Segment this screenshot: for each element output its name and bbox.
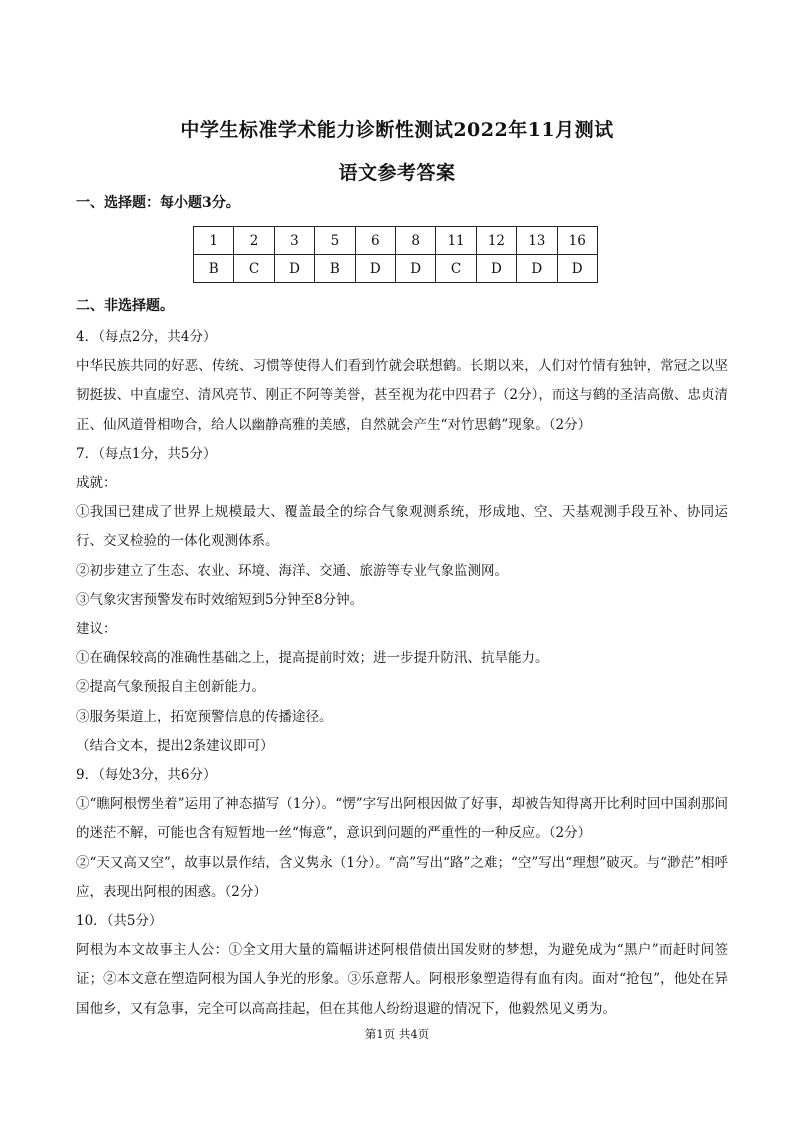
- q7-achievement-1: ①我国已建成了世界上规模最大、覆盖最全的综合气象观测系统，形成地、空、天基观测手段互补、协同运行、交叉检验的一体化观测体系。: [76, 504, 728, 550]
- answer-cell: C: [234, 255, 274, 283]
- answer-cell: D: [476, 255, 516, 283]
- q7-suggestion-3: ③服务渠道上，拓宽预警信息的传播途径。: [76, 708, 333, 725]
- answer-table: [193, 226, 598, 283]
- q7-achievement-2: ②初步建立了生态、农业、环境、海洋、交通、旅游等专业气象监测网。: [76, 562, 508, 579]
- q7-achievement-3: ③气象灾害预警发布时效缩短到5分钟至8分钟。: [76, 591, 364, 608]
- answer-cell: B: [315, 255, 355, 283]
- q7-header: 7．（每点1分，共5分）: [76, 445, 217, 462]
- q10-header: 10．（共5分）: [76, 913, 163, 930]
- question-number-cell: 1: [194, 227, 234, 255]
- q9-answer-1: ①“瞧阿根愣坐着”运用了神态描写（1分）。“愣”字写出阿根因做了好事，却被告知得离开比利时回中国刹那间的迷茫不解，可能也含有短暂地一丝“悔意”，意识到问题的严重性的一种反应。（2分）: [76, 796, 728, 842]
- answer-cell: D: [355, 255, 395, 283]
- q7-suggestions-label: 建议：: [76, 621, 117, 638]
- question-number-row: [194, 227, 598, 255]
- answer-cell: D: [274, 255, 314, 283]
- answer-cell: D: [557, 255, 597, 283]
- q7-achievements-label: 成就：: [76, 475, 117, 492]
- q7-suggestion-1: ①在确保较高的准确性基础之上，提高提前时效；进一步提升防汛、抗旱能力。: [76, 650, 549, 667]
- section-1-heading: 一、选择题：每小题3分。: [76, 195, 240, 211]
- answer-cell: B: [194, 255, 234, 283]
- question-number-cell: 2: [234, 227, 274, 255]
- answer-cell: D: [517, 255, 557, 283]
- q7-note: （结合文本，提出2条建议即可）: [76, 737, 274, 754]
- page-subtitle: 语文参考答案: [338, 162, 456, 184]
- question-number-cell: 13: [517, 227, 557, 255]
- question-number-cell: 8: [395, 227, 435, 255]
- question-number-cell: 16: [557, 227, 597, 255]
- q10-answer: 阿根为本文故事主人公：①全文用大量的篇幅讲述阿根借债出国发财的梦想，为避免成为“黑户”而赶时间签证；②本文意在塑造阿根为国人争光的形象。③乐意帮人。阿根形象塑造得有血有肉。面对“抢包”，他处在异国他乡，又有急事，完全可以高高挂起，但在其他人纷纷退避的情况下，他毅然见义勇为。: [76, 942, 728, 1017]
- question-number-cell: 12: [476, 227, 516, 255]
- q4-header: 4．（每点2分，共4分）: [76, 329, 217, 345]
- q7-suggestion-2: ②提高气象预报自主创新能力。: [76, 679, 265, 696]
- section-2-heading: 二、非选择题。: [76, 298, 174, 314]
- q9-header: 9．（每处3分，共6分）: [76, 767, 217, 784]
- section-2-body: [76, 323, 728, 1024]
- question-number-cell: 11: [436, 227, 476, 255]
- question-number-cell: 6: [355, 227, 395, 255]
- q4-answer: 中华民族共同的好恶、传统、习惯等使得人们看到竹就会联想鹤。长期以来，人们对竹情有独钟，常冠之以坚韧挺拔、中直虚空、清风亮节、刚正不阿等美誉，甚至视为花中四君子（2分），而这与鹤的圣洁高傲、忠贞清正、仙风道骨相吻合，给人以幽静高雅的美感，自然就会产生“对竹思鹤”现象。（2分）: [76, 358, 728, 433]
- page-footer: 第1页 共4页: [364, 1027, 430, 1041]
- question-number-cell: 3: [274, 227, 314, 255]
- page-title: 中学生标准学术能力诊断性测试2022年11月测试: [180, 119, 614, 141]
- q9-answer-2: ②“天又高又空”，故事以景作结，含义隽永（1分）。“高”写出“路”之难；“空”写出“理想”破灭。与“渺茫”相呼应，表现出阿根的困惑。（2分）: [76, 854, 728, 900]
- answer-cell: D: [395, 255, 435, 283]
- question-number-cell: 5: [315, 227, 355, 255]
- answer-cell: C: [436, 255, 476, 283]
- answer-row: [194, 255, 598, 283]
